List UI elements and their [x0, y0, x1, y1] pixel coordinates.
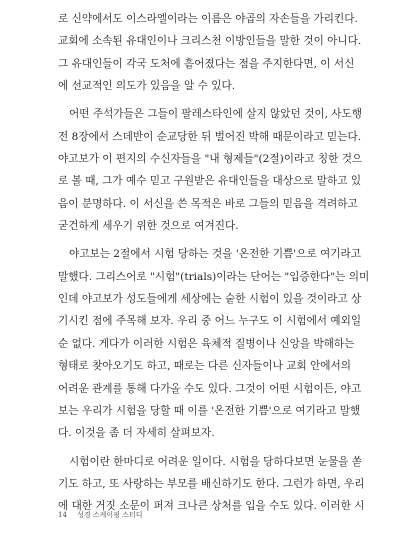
text-line: 에 대한 거짓 소문이 퍼져 크나큰 상처를 입을 수도 있다. 이러한 시 [58, 500, 365, 513]
text-line: 다. 이것을 좀 더 자세히 살펴보자. [58, 427, 215, 440]
text-line: 기시킨 점에 주목해 보자. 우리 중 어느 누구도 이 시험에서 예외일 [58, 315, 362, 328]
text-line: 순 없다. 게다가 이러한 시험은 육체적 질병이나 신앙을 박해하는 [58, 337, 355, 350]
text-line: 음이 분명하다. 이 서신을 쓴 목적은 바로 그들의 믿음을 격려하고 [58, 197, 358, 210]
text-line: 로 볼 때, 그가 예수 믿고 구원받은 유대인들을 대상으로 말하고 있 [58, 175, 362, 188]
text-line: 말했다. 그리스어로 "시험"(trials)이라는 단어는 "입증한다"는 의미 [58, 270, 370, 283]
text-line: 어려운 관계를 통해 다가올 수도 있다. 그것이 어떤 시험이든, 야고 [58, 382, 362, 395]
text-line: 형태로 찾아오기도 하고, 때로는 다른 신자들이나 교회 안에서의 [58, 360, 352, 373]
text-line: 야고보는 2절에서 시험 당하는 것을 '온전한 기쁨'으로 여기라고 [69, 248, 361, 261]
page-footer [58, 510, 142, 520]
paragraph-1 [58, 8, 402, 97]
text-line: 교회에 소속된 유대인이나 크리스천 이방인들을 말한 것이 아니다. [58, 35, 362, 48]
text-line: 시험이란 한마디로 어려운 일이다. 시험을 당하다보면 눈물을 쏟 [69, 455, 363, 468]
text-line: 굳건하게 세우기 위한 것으로 여겨진다. [58, 220, 239, 233]
paragraph-4 [58, 451, 402, 518]
paragraph-2 [58, 103, 402, 237]
text-line: 인데 야고보가 성도들에게 세상에는 숱한 시험이 있을 것이라고 상 [58, 293, 362, 306]
text-line: 로 신약에서도 이스라엘이라는 이름은 야곱의 자손들을 가리킨다. [58, 13, 358, 25]
text-line: 기도 하고, 또 사랑하는 부모를 배신하기도 한다. 그런가 하면, 우리 [58, 477, 365, 490]
text-line: 전 8장에서 스데반이 순교당한 뒤 벌어진 박해 때문이라고 믿는다. [58, 130, 362, 143]
text-line: 야고보가 이 편지의 수신자들을 "내 형제들"(2절)이라고 칭한 것으 [58, 153, 363, 166]
text-line: 어떤 주석가들은 그들이 팔레스타인에 살지 않았던 것이, 사도행 [69, 108, 363, 121]
body-text [58, 8, 402, 524]
paragraph-3 [58, 243, 402, 444]
text-line: 에 선교적인 의도가 있음을 알 수 있다. [58, 80, 236, 93]
page-number: 14 [58, 511, 67, 519]
text-line: 그 유대인들이 각국 도처에 흩어졌다는 점을 주지한다면, 이 서신 [58, 57, 355, 70]
running-title: 성경 스케이핑 스터디 [77, 511, 143, 519]
text-line: 보는 우리가 시험을 당할 때 이를 '온전한 기쁨'으로 여기라고 말했 [58, 404, 361, 417]
